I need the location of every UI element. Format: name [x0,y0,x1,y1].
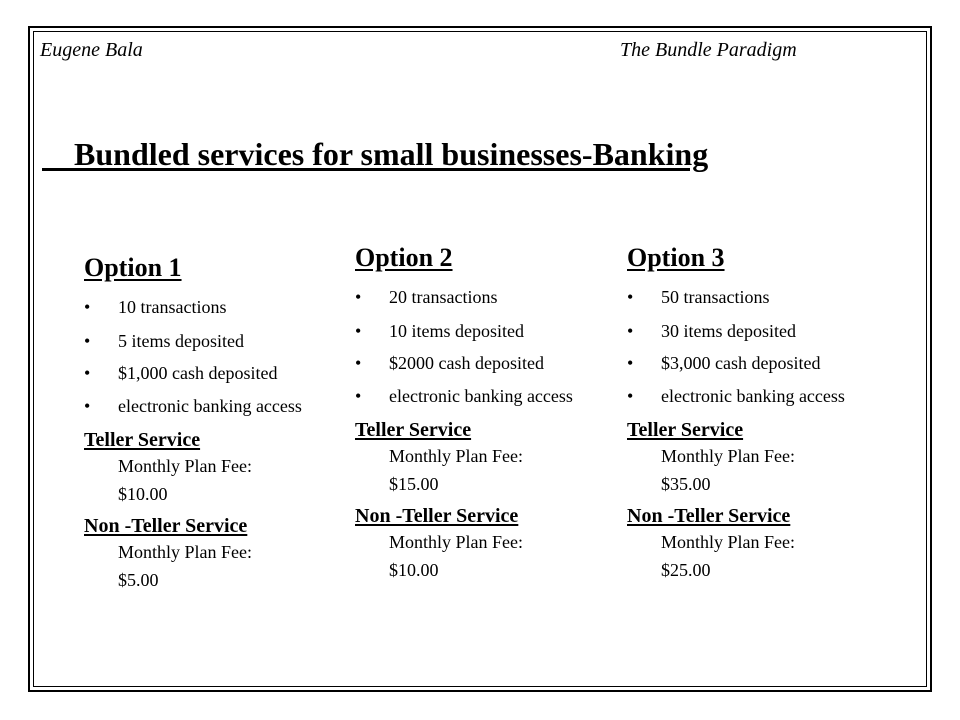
option-3-heading: Option 3 [627,243,725,272]
option-2-non-teller-service [355,504,605,584]
fee-label: Monthly Plan Fee: [118,456,252,476]
fee-amount: $10.00 [389,560,439,580]
option-2-column [355,240,605,590]
list-item: • 10 transactions [84,292,334,322]
option-1-heading: Option 1 [84,253,182,282]
option-3-non-teller-service [627,504,877,584]
option-1-teller-service [84,428,334,508]
list-item: • $3,000 cash deposited [627,350,877,377]
list-item: • 50 transactions [627,282,877,312]
list-item: • $1,000 cash deposited [84,360,334,387]
option-1-column [84,250,334,600]
teller-service-label: Teller Service [84,429,201,451]
fee-amount: $25.00 [661,560,711,580]
list-item: • electronic banking access [84,391,334,422]
header-author: Eugene Bala [40,39,143,61]
list-item: • electronic banking access [355,381,605,412]
non-teller-service-label: Non -Teller Service [627,505,791,527]
fee-amount: $5.00 [118,570,159,590]
option-3-column [627,240,877,590]
slide-title: Bundled services for small businesses-Banking [42,136,709,172]
list-item: • 5 items deposited [84,326,334,356]
non-teller-service-label: Non -Teller Service [84,515,248,537]
option-1-non-teller-service [84,514,334,594]
header-book-title: The Bundle Paradigm [620,39,797,61]
fee-label: Monthly Plan Fee: [118,542,252,562]
list-item: • electronic banking access [627,381,877,412]
option-2-teller-service [355,418,605,498]
option-2-heading: Option 2 [355,243,453,272]
fee-label: Monthly Plan Fee: [389,446,523,466]
list-item: • 30 items deposited [627,316,877,346]
fee-label: Monthly Plan Fee: [389,532,523,552]
fee-amount: $15.00 [389,474,439,494]
option-1-feature-list [84,292,334,422]
list-item: • $2000 cash deposited [355,350,605,377]
fee-label: Monthly Plan Fee: [661,532,795,552]
non-teller-service-label: Non -Teller Service [355,505,519,527]
fee-label: Monthly Plan Fee: [661,446,795,466]
option-3-feature-list [627,282,877,412]
option-3-teller-service [627,418,877,498]
fee-amount: $10.00 [118,484,168,504]
fee-amount: $35.00 [661,474,711,494]
option-2-feature-list [355,282,605,412]
teller-service-label: Teller Service [627,419,744,441]
list-item: • 20 transactions [355,282,605,312]
list-item: • 10 items deposited [355,316,605,346]
teller-service-label: Teller Service [355,419,472,441]
